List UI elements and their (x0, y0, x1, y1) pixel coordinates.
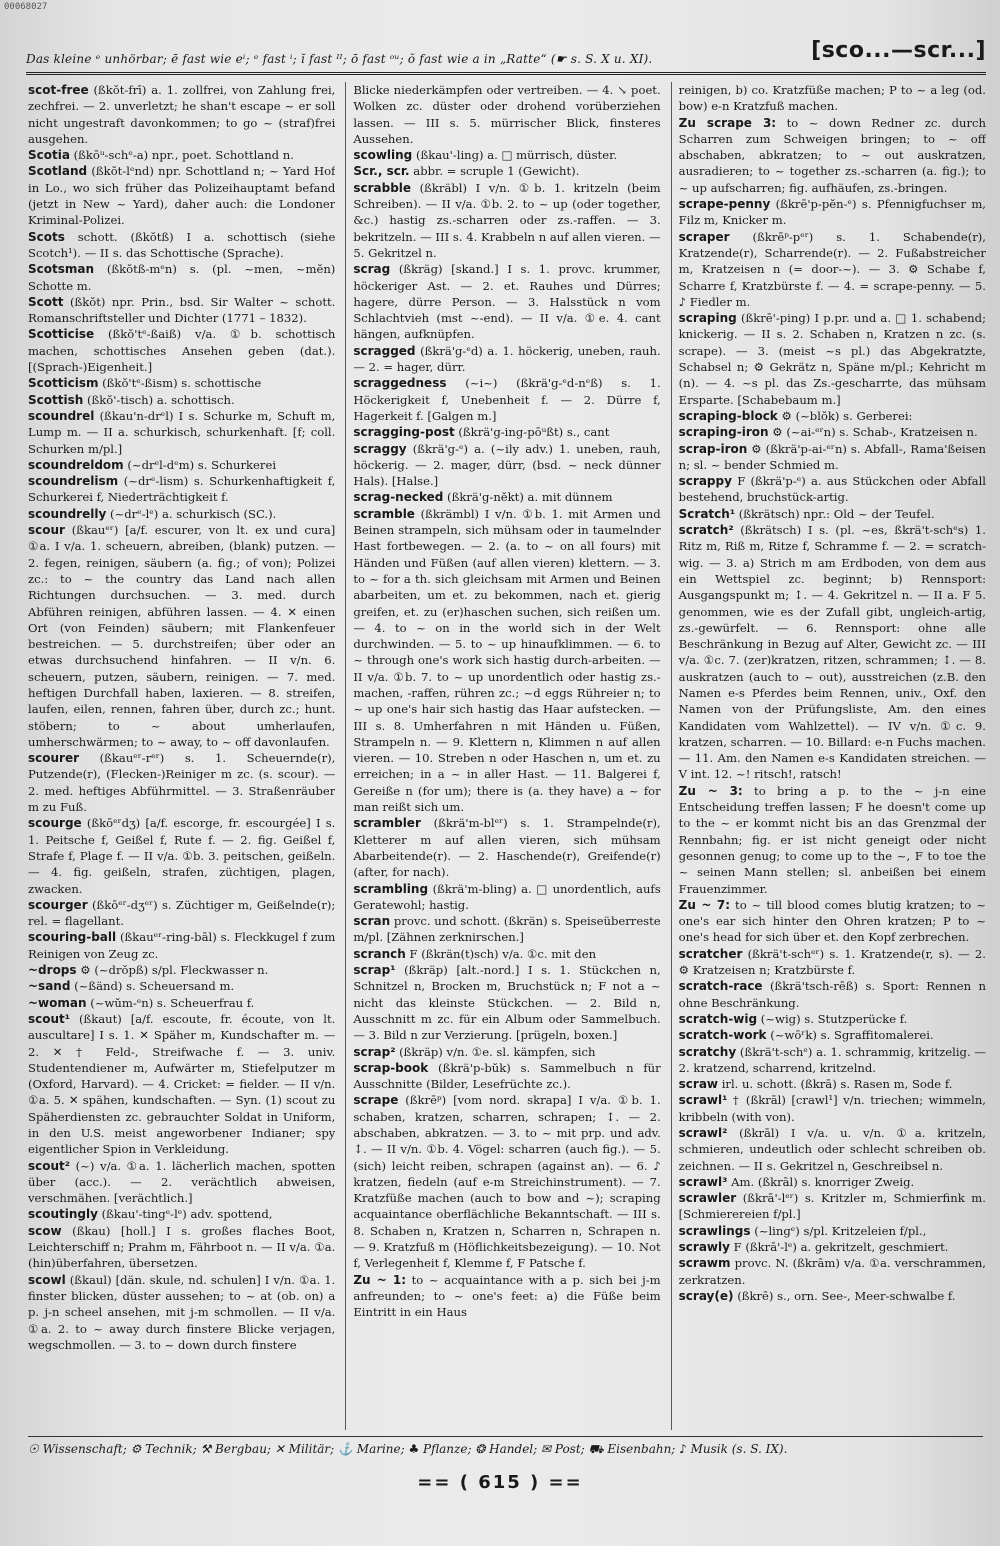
entry-definition: F (ßkrä'p-ᵉ) a. aus Stückchen oder Abfall bestehend, bruchstück-artig. (678, 474, 986, 505)
dictionary-entry (679, 1223, 986, 1239)
entry-definition: (ßkŏ'tᵉ-ßism) s. schottische (102, 376, 262, 391)
headword: scraper (678, 229, 730, 244)
headword: scrawl² (678, 1126, 728, 1140)
dictionary-entry (28, 457, 335, 473)
dictionary-entry (679, 473, 986, 506)
dictionary-entry (353, 163, 660, 179)
dictionary-entry (679, 1288, 986, 1304)
headword: Scotland (28, 164, 88, 179)
entry-definition: (ßkrätsch) npr.: Old ~ der Teufel. (738, 506, 935, 521)
entry-definition: (ßkrāl) I v/a. u. v/n. ①a. kritzeln, schmieren, undeutlich oder schlecht schreiben ob. zeichnen. — II s. Gekritzel n, Geschreibsel n. (678, 1126, 986, 1173)
dictionary-entry (353, 962, 660, 1043)
entry-definition: (ßkrä'm-bling) a. □ unordentlich, aufs Geratewohl; hastig. (353, 881, 661, 912)
entry-definition: (~drᵉl-dᵉm) s. Schurkerei (127, 457, 277, 472)
headword: scraggedness (353, 376, 447, 391)
dictionary-entry (353, 343, 660, 376)
dictionary-entry (353, 489, 660, 505)
headword: Zu ~ 1: (353, 1272, 407, 1287)
headword: scouring-ball (28, 930, 117, 945)
dictionary-entry (28, 375, 335, 391)
dictionary-entry (679, 310, 986, 408)
column-middle (345, 82, 660, 1430)
dictionary-entry (679, 408, 986, 424)
entry-definition: ⚙ (~drŏpß) s/pl. Fleckwasser n. (80, 963, 269, 978)
entry-definition: (ßkŏ'tᵉ-ßaiß) v/a. ①b. schottisch machen, schottisches Ansehen geben (dat.). [(Sprach-)Eigenheit.] (28, 327, 336, 375)
entry-definition: (ßkrēᵖ) [vom nord. skrapa] I v/a. ①b. 1. schaben, kratzen, scharren, schrapen; ↕. — 2. abschaben, abkratzen. — 3. to ~ mit prp. und adv. ↕. — II v/n. ①b. 4. Vögel: scharren (auch fig.). — 5. (sich) leicht reiben, schrapen (against an). — 6. ♪ kratzen, fiedeln (auf e-m Streichinstrument). — 7. Kratzfüße machen (auch to bow and ~); scraping acquaintance oberflächliche Bekanntschaft. — III s. 8. Schaben n, Kratzen n, Scharren n, Schrapen n. — 9. Kratzfuß m (Höflichkeitsbezeigung). — 10. Not f, Verlegenheit f, Klemme f, F Patsche f. (353, 1093, 661, 1271)
entry-definition: (ßkrēᵖ-pᵉʳ) s. 1. Schabende(r), Kratzende(r), Scharrende(r). — 2. Fußabstreicher m, Kratzeisen n (= door-~). — 3. ⚙ Schabe f, Scharre f, Kratzbürste f. — 4. = scrape-penny. — 5. ♪ Fiedler m. (678, 229, 986, 309)
headword: scout¹ (28, 1011, 71, 1026)
entry-definition: to ~ acquaintance with a p. sich bei j-m anfreunden; to ~ one's feet: a) die Füße beim Eintritt in ein Haus (353, 1272, 661, 1320)
entry-definition: (ßkaul) [dän. skule, nd. schulen] I v/n. ①a. 1. finster blicken, düster aussehen; to ~ at (ob. on) a p. j-n scheel ansehen, mit j-m schmollen. — II v/a. ①a. 2. to ~ away durch finstere Blicke verjagen, wegschmollen. — 3. to ~ down durch finstere (28, 1272, 336, 1352)
dictionary-entry (28, 473, 335, 506)
dictionary-entry (353, 815, 660, 880)
dictionary-entry (353, 1060, 660, 1093)
dictionary-entry (679, 522, 986, 783)
dictionary-entry (679, 946, 986, 979)
entry-definition: to ~ till blood comes blutig kratzen; to ~ one's ear sich hinter den Ohren kratzen; P to ~ one's head for sich über et. den Kopf zerbrechen. (678, 897, 986, 945)
headword: scran (353, 914, 391, 929)
dictionary-entry (28, 326, 335, 375)
entry-definition: ⚙ (~blŏk) s. Gerberei: (781, 408, 913, 423)
dictionary-entry (679, 1092, 986, 1125)
dictionary-entry (28, 897, 335, 930)
entry-definition: (ßkauᵉʳ-ring-bāl) s. Fleckkugel f zum Reinigen von Zeug zc. (28, 930, 336, 961)
headword: scoundrel (28, 408, 95, 423)
dictionary-entry (679, 897, 986, 946)
dictionary-entry (28, 392, 335, 408)
headword: scratchy (678, 1044, 737, 1059)
entry-definition: (ßkŏtß-mᵉn) s. (pl. ~men, ~mĕn) Schotte m. (28, 262, 336, 293)
headword: scratch-wig (678, 1011, 758, 1026)
headword: Scotticism (28, 376, 99, 391)
entry-definition: (ßkau'n-drᵉl) I s. Schurke m, Schuft m, Lump m. — II a. schurkisch, schurkenhaft. [f; coll. Schurken m/pl.] (28, 408, 336, 456)
dictionary-entry (679, 82, 986, 115)
column-left (28, 82, 335, 1430)
headword: scourge (28, 816, 82, 831)
headword: scoundrelism (28, 474, 119, 489)
headword: scratch-work (678, 1028, 767, 1043)
entry-definition: provc. N. (ßkrām) v/a. ①a. verschrammen, zerkratzen. (678, 1256, 986, 1287)
entry-definition: (ßkaut) [a/f. escoute, fr. écoute, von lt. auscultare] I s. 1. ✕ Späher m, Kundschafter m. — 2. ✕ † Feld-, Streifwache f. — 3. univ. Studentendiener m, Aufwärter m, Stiefelputzer m (Oxford, Harvard). — 4. Cricket: = fielder. — II v/n. ①a. 5. ✕ spähen, kundschaften. — Syn. (1) scout zu Späherdiensten zc. gebrauchter Soldat in Uniform, in den U.S. meist angeworbener Indianer; spy eigentlicher Spion in Verkleidung. (28, 1011, 336, 1157)
headword: Scots (28, 229, 65, 244)
dictionary-entry (28, 522, 335, 750)
headword: scrawler (678, 1191, 737, 1206)
entry-definition: (ßkau'-ling) a. □ mürrisch, düster. (415, 148, 618, 163)
dictionary-entry (679, 441, 986, 474)
dictionary-entry (679, 196, 986, 229)
entry-definition: (ßkŏt-lᵉnd) npr. Schottland n; ~ Yard Hof in Lo., wo sich früher das Polizeihauptamt befand (jetzt in New ~ Yard), daher auch: die Londoner Kriminal-Polizei. (28, 164, 336, 228)
entry-definition: (ßkrā'-lᵉʳ) s. Kritzler m, Schmierfink m. [Schmierereien f/pl.] (678, 1191, 986, 1222)
entry-definition: schott. (ßkŏtß) I a. schottisch (siehe Scotch¹). — II s. das Schottische (Sprache). (28, 229, 336, 260)
entry-definition: (ßkrä'p-bŭk) s. Sammelbuch n für Ausschnitte (Bilder, Lesefrüchte zc.). (353, 1060, 661, 1092)
entry-definition: irl. u. schott. (ßkrā) s. Rasen m, Sode f. (721, 1077, 953, 1092)
entry-definition: (ßkräg) [skand.] I s. 1. provc. krummer, höckeriger Ast. — 2. et. Rauhes und Dürres; hagere, dürre Person. — 3. Halsstück n vom Schlachtvieh (mst ~-end). — II v/a. ①e. 4. cant hängen, aufknüpfen. (353, 262, 661, 342)
dictionary-entry (679, 1190, 986, 1223)
dictionary-entry (353, 180, 660, 261)
headword: Scottish (28, 392, 84, 407)
entry-definition: (ßkrē'p-pĕn-ᵉ) s. Pfennigfuchser m, Filz m, Knicker m. (678, 197, 986, 228)
entry-definition: (~wōʳk) s. Sgraffitomalerei. (770, 1028, 934, 1043)
dictionary-entry (28, 147, 335, 163)
entry-definition: (~wŭm-ᵉn) s. Scheuerfrau f. (90, 995, 255, 1010)
dictionary-entry (679, 506, 986, 522)
headword: ~drops (28, 963, 77, 978)
dictionary-entry (28, 229, 335, 262)
headword: Zu ~ 3: (678, 783, 743, 798)
headword: scragging-post (353, 425, 455, 440)
entry-definition: (ßkōᵉʳdʒ) [a/f. escorge, fr. escourgée] I s. 1. Peitsche f, Geißel f, Rute f. — 2. fig. Geißel f, Strafe f, Plage f. — II v/a. ①b. 3. peitschen, geißeln. — 4. fig. geißeln, strafen, züchtigen, plagen, zwacken. (28, 816, 336, 896)
headword: scrambling (353, 881, 429, 896)
entry-definition: to ~ down Redner zc. durch Scharren zum Schweigen bringen; to ~ off abschaben, abkratzen; to ~ out auskratzen, ausradieren; to ~ together zs.-scharren (a. fig.); to ~ up aufscharren; fig. aufhäufen, zs.-bringen. (678, 115, 986, 195)
page-header (26, 38, 986, 75)
dictionary-entry (28, 815, 335, 896)
headword: scrap-book (353, 1060, 429, 1075)
entry-definition: (~drᵉ-lism) s. Schurkenhaftigkeit f, Schurkerei f, Niederträchtigkeit f. (28, 474, 336, 505)
entry-definition: Blicke niederkämpfen oder vertreiben. — 4. ↘ poet. Wolken zc. düster oder drohend vorüberziehen lassen. — III s. 5. mürrischer Blick, finsteres Aussehen. (353, 83, 661, 146)
headword: Scotsman (28, 262, 95, 277)
dictionary-entry (679, 1011, 986, 1027)
headword: scrap¹ (353, 963, 396, 978)
dictionary-entry (353, 441, 660, 490)
headword: scoutingly (28, 1207, 98, 1222)
entry-definition: (~i~) (ßkrä'g-ᵉd-nᵉß) s. 1. Höckerigkeit f, Unebenheit f. — 2. Dürre f, Hagerkeit f. [Galgen m.] (353, 376, 661, 423)
headword: scrappy (678, 474, 732, 489)
entry-definition: (~drᵉ-lᵉ) a. schurkisch (SC.). (109, 506, 277, 521)
entry-definition: (ßkrämbl) I v/n. ①b. 1. mit Armen und Beinen strampeln, sich mühsam oder in taumelnder Hast fortbewegen. — 2. (a. to ~ on all fours) mit Händen und Füßen (auf allen vieren) klettern. — 3. to ~ for a th. sich gleichsam mit Armen und Beinen abarbeiten, um et. zu bekommen, nach et. gierig greifen, et. zu (er)haschen suchen, sich reißen um. — 4. to ~ on in the world sich in der Welt durchwinden. — 5. to ~ up hinaufklimmen. — 6. to ~ through one's work sich hastig durch-arbeiten. — II v/a. ①b. 7. to ~ up unordentlich oder hastig zs.-machen, -raffen, rühren zc.; ~d eggs Rühreier n; to ~ up one's hair sich hastig das Haar aufstecken. — III s. 8. Umherfahren n mit Händen u. Füßen, Strampeln n. — 9. Klettern n, Klimmen n auf allen vieren. — 10. Streben n oder Haschen n, um et. zu erreichen; in a ~ in aller Hast. — 11. Balgerei f, Gereiße n (for um); there is (a. they have) a ~ for man reißt sich um. (353, 506, 661, 815)
headword: Scotia (28, 148, 70, 163)
entry-definition: (ßkrē) s., orn. See-, Meer-schwalbe f. (737, 1288, 956, 1303)
dictionary-entry (28, 978, 335, 994)
headword: Zu ~ 7: (678, 897, 731, 912)
dictionary-entry (28, 1158, 335, 1207)
headword: scray(e) (678, 1288, 734, 1303)
headword: scourger (28, 897, 88, 912)
dictionary-entry (679, 978, 986, 1011)
guide-words: [sco...—scr...] (811, 38, 986, 63)
entry-definition: (~lingᵉ) s/pl. Kritzeleien f/pl., (754, 1223, 927, 1238)
dictionary-entry (679, 1076, 986, 1092)
headword: scratch² (678, 523, 734, 538)
headword: scrawly (678, 1240, 730, 1255)
dictionary-entry (679, 1239, 986, 1255)
entry-definition: (ßkrä't-schᵉʳ) s. 1. Kratzende(r, s). — 2. ⚙ Kratzeisen n; Kratzbürste f. (678, 946, 986, 978)
headword: scrap-iron (678, 441, 748, 456)
headword: scrabble (353, 180, 412, 195)
dictionary-entry (28, 962, 335, 978)
entry-definition: Am. (ßkrāl) s. knorriger Zweig. (731, 1174, 915, 1189)
headword: scratcher (678, 946, 743, 961)
dictionary-entry (353, 1092, 660, 1271)
page-number: == ( 615 ) == (417, 1472, 583, 1493)
dictionary-entry (28, 82, 335, 147)
headword: scraggy (353, 441, 407, 456)
headword: Scr., scr. (353, 164, 410, 179)
dictionary-entry (28, 261, 335, 294)
dictionary-entry (679, 1174, 986, 1190)
dictionary-entry (679, 783, 986, 897)
entry-definition: (ßkrē'-ping) I p.pr. und a. □ 1. schabend; knickerig. — II s. 2. Schaben n, Kratzen n zc. (s. scrape). — 3. (meist ~s pl.) das Abgekratzte, Schabsel n; ⚙ Gekrätz n, Späne m/pl.; Kehricht m (n). — 4. ~s pl. das Zs.-gescharrte, das mühsam Ersparte. [Schabebaum m.] (678, 311, 986, 407)
entry-definition: provc. und schott. (ßkrän) s. Speiseüberreste m/pl. [Zähnen zerknirschen.] (353, 914, 661, 945)
entry-definition: reinigen, b) co. Kratzfüße machen; P to ~ a leg (od. bow) e-n Kratzfuß machen. (678, 83, 986, 114)
entry-definition: (ßkŏt) npr. Prin., bsd. Sir Walter ~ schott. Romanschriftsteller und Dichter (1771 – 1832). (28, 294, 336, 326)
headword: scot-free (28, 83, 89, 97)
entry-definition: (ßkauᵉʳ) [a/f. escurer, von lt. ex und cura] ①a. I v/a. 1. scheuern, abreiben, (blank) putzen. — 2. fegen, reinigen, säubern (a. fig.; of von); Polizei zc.: to ~ the country das Land nach allen Richtungen durchsuchen. — 3. med. durch Abführen reinigen, abführen lassen. — 4. ✕ einen Ort (von Feinden) säubern; mit Flankenfeuer bestreichen. — 5. durchstreifen; über oder an etwas durchsuchend hinfahren. — II v/n. 6. scheuern, putzen, säubern, reinigen. — 7. med. heftigen Durchfall haben, laxieren. — 8. streifen, laufen, eilen, rennen, fahren über, durch zc.; hunt. stöbern; to ~ about umherlaufen, umherschwärmen; to ~ away, to ~ off davonlaufen. (28, 523, 336, 749)
pronunciation-key: Das kleine ᵉ unhörbar; ē fast wie eⁱ; ᵉ fast ⁱ; ĭ fast ᴵᴵ; ō fast ᵒᵘ; ŏ fast wie a in „Ratte“ (☛ s. S. X u. XI). (26, 52, 653, 66)
dictionary-entry (679, 229, 986, 310)
entry-definition: † (ßkrāl) [crawl¹] v/n. triechen; wimmeln, kribbeln (with von). (678, 1093, 986, 1124)
dictionary-entry (28, 1206, 335, 1222)
entry-definition: abbr. = scruple 1 (Gewicht). (413, 164, 580, 179)
headword: Zu scrape 3: (678, 115, 777, 130)
dictionary-entry (679, 1027, 986, 1043)
entry-definition: (ßkau'-tingᵉ-lᵉ) adv. spottend, (101, 1207, 273, 1222)
dictionary-entry (679, 1044, 986, 1077)
headword: scow (28, 1223, 62, 1238)
entry-definition: (ßkŏ'-tisch) a. schottisch. (86, 392, 235, 407)
headword: scoundreldom (28, 457, 124, 472)
dictionary-entry (353, 1272, 660, 1321)
entry-definition: (ßkau) [holl.] I s. großes flaches Boot, Leichterschiff n; Prahm m, Fährboot n. — II v/a. ①a. (hin)überfahren, übersetzen. (28, 1223, 336, 1271)
headword: scrap² (353, 1044, 396, 1059)
headword: ~woman (28, 995, 87, 1010)
entry-definition: (ßkrä't-schᵉ) a. 1. schrammig, kritzelig. — 2. kratzend, scharrend, kritzelnd. (678, 1044, 986, 1075)
dictionary-entry (28, 929, 335, 962)
dictionary-entry (28, 995, 335, 1011)
dictionary-entry (28, 1223, 335, 1272)
headword: Scott (28, 294, 64, 309)
entry-definition: (ßkōᵉʳ-dʒᵉʳ) s. Züchtiger m, Geißelnde(r); rel. = flagellant. (28, 897, 336, 929)
headword: scowling (353, 148, 413, 163)
headword: scraping-iron (678, 425, 769, 440)
headword: scrawl¹ (678, 1093, 728, 1108)
entry-definition: (ßkŏt-frī) a. 1. zollfrei, von Zahlung frei, zechfrei. — 2. unverletzt; he shan't escape ~ er soll nicht ungestraft davonkommen; to go ~ (straf)frei ausgehen. (28, 83, 336, 146)
dictionary-entry (679, 115, 986, 196)
headword: scraping-block (678, 408, 778, 423)
entry-definition: (~ßänd) s. Scheuersand m. (74, 979, 235, 994)
dictionary-entry (353, 881, 660, 914)
dictionary-columns (28, 82, 986, 1430)
headword: scrawm (678, 1256, 731, 1271)
entry-definition: F (ßkrā'-lᵉ) a. gekritzelt, geschmiert. (733, 1240, 949, 1255)
entry-definition: to bring a p. to the ~ j-n eine Entscheidung treffen lassen; F he doesn't come up to the ~ er kommt nicht bis an das Grenzmal der Rennbahn; fig. er ist nicht geneigt oder nicht gesonnen genug; to come up to the ~, F to toe the ~ seinen Mann stellen; sl. anbeißen bei einem Frauenzimmer. (678, 783, 986, 896)
dictionary-entry (28, 1011, 335, 1158)
entry-definition: (ßkräp) [alt.-nord.] I s. 1. Stückchen n, Schnitzel n, Brocken m, Bruchstück n; F not a ~ nicht das kleinste Stückchen. — 2. Bild n, Ausschnitt m zc. für ein Album oder Sammelbuch. — 3. Bild n zur Verzierung. [prügeln, boxen.] (353, 963, 661, 1043)
entry-definition: F (ßkrän(t)sch) v/a. ①c. mit den (409, 946, 597, 961)
entry-definition: ⚙ (ßkrä'p-ai-ᵉʳn) s. Abfall-, Rama'ßeisen n; sl. ~ bender Schmied m. (678, 441, 986, 472)
headword: Scratch¹ (678, 506, 736, 521)
dictionary-entry (353, 424, 660, 440)
headword: ~sand (28, 979, 71, 994)
headword: scoundrelly (28, 506, 107, 521)
headword: scowl (28, 1272, 66, 1287)
dictionary-entry (353, 506, 660, 816)
dictionary-entry (679, 424, 986, 440)
headword: scraping (678, 311, 737, 326)
entry-definition: (~) v/a. ①a. 1. lächerlich machen, spotten über (acc.). — 2. verächtlich abweisen, verschmähen. [verächtlich.] (28, 1158, 336, 1206)
dictionary-entry (353, 946, 660, 962)
headword: scourer (28, 751, 80, 766)
headword: scrape-penny (678, 197, 771, 212)
dictionary-entry (353, 913, 660, 946)
dictionary-entry (353, 375, 660, 424)
headword: scrawl³ (678, 1174, 728, 1189)
column-right (671, 82, 986, 1430)
dictionary-entry (353, 261, 660, 342)
headword: scour (28, 523, 65, 538)
entry-definition: (ßkrä'm-blᵉʳ) s. 1. Strampelnde(r), Kletterer m auf allen vieren, sich mühsam Abarbeitende(r). — 2. Haschende(r), Greifende(r) (after, for nach). (353, 816, 661, 880)
symbol-legend: ☉ Wissenschaft; ⚙ Technik; ⚒ Bergbau; ✕ Militär; ⚓ Marine; ♣ Pflanze; ❂ Handel; ✉ Post; ⛟ Eisenbahn; ♪ Musik (s. S. IX). (28, 1436, 983, 1458)
headword: scraw (678, 1077, 719, 1092)
headword: scrape (353, 1093, 399, 1108)
headword: scrag-necked (353, 490, 444, 505)
entry-definition: (ßkrä'g-ᵉ) a. (~ily adv.) 1. uneben, rauh, höckerig. — 2. mager, dürr, (bsd. ~ neck dünner Hals). [Halse.] (353, 441, 661, 489)
headword: scranch (353, 946, 406, 961)
dictionary-entry (28, 506, 335, 522)
entry-definition: (ßkrätsch) I s. (pl. ~es, ßkrä't-schᵉs) 1. Ritz m, Riß m, Ritze f, Schramme f. — 2. = scratch-wig. — 3. a) Strich m am Erdboden, von dem aus ein Wettspiel zc. beginnt; b) Rennsport: Ausgangspunkt m; ↕. — 4. Gekritzel n. — II a. F 5. genommen, wie es der Zufall gibt, ungleich-artig, zs.-gewürfelt. — 6. Rennsport: ohne alle Beschränkung in Bezug auf Alter, Gewicht zc. — III v/a. ①c. 7. (zer)kratzen, ritzen, schrammen; ↕. — 8. auskratzen (auch to ~ out), ausstreichen (z.B. den Namen e-s Pferdes beim Rennen, univ., Oxf. den Namen von der Prüfungsliste, Am. den eines Kandidaten vom Wahlzettel). — IV v/n. ①c. 9. kratzen, scharren. — 10. Billard: e-n Fuchs machen. — 11. Am. den Namen e-s Kandidaten streichen. — V int. 12. ~! ritsch!, ratsch! (678, 523, 986, 782)
entry-definition: (ßkräp) v/n. ①e. sl. kämpfen, sich (399, 1044, 596, 1059)
dictionary-entry (353, 147, 660, 163)
dictionary-entry (28, 408, 335, 457)
dictionary-entry (353, 1044, 660, 1060)
entry-definition: (ßkauᵉʳ-rᵉʳ) s. 1. Scheuernde(r), Putzende(r), (Flecken-)Reiniger m zc. (s. scour). — 2. med. heftiges Abführmittel. — 3. Straßenräuber m zu Fuß. (28, 751, 336, 815)
headword: scrag (353, 262, 391, 277)
headword: scragged (353, 343, 416, 358)
entry-definition: (ßkōᵘ-schᵉ-a) npr., poet. Schottland n. (73, 148, 294, 163)
dictionary-entry (28, 750, 335, 815)
headword: scramble (353, 506, 415, 521)
headword: Scotticise (28, 327, 95, 342)
entry-definition: (ßkrä'g-ᵉd) a. 1. höckerig, uneben, rauh. — 2. = hager, dürr. (353, 343, 661, 375)
scan-id: 00068027 (4, 2, 48, 12)
headword: scrawlings (678, 1223, 751, 1238)
dictionary-entry (353, 82, 660, 147)
entry-definition: (ßkräbl) I v/n. ①b. 1. kritzeln (beim Schreiben). — II v/a. ①b. 2. to ~ up (oder together, &c.) hastig zs.-scharren oder zs.-raffen. — 3. bekritzeln. — III s. 4. Krabbeln n auf allen vieren. — 5. Gekritzel n. (353, 180, 661, 260)
dictionary-entry (28, 163, 335, 228)
dictionary-entry (679, 1125, 986, 1174)
entry-definition: (ßkrä'g-ing-pōᵘßt) s., cant (458, 425, 610, 440)
dictionary-entry (28, 1272, 335, 1353)
dictionary-entry (28, 294, 335, 327)
entry-definition: (ßkrä'tsch-rēß) s. Sport: Rennen n ohne Beschränkung. (678, 979, 986, 1010)
entry-definition: ⚙ (~ai-ᵉʳn) s. Schab-, Kratzeisen n. (772, 425, 978, 440)
headword: scrambler (353, 816, 421, 831)
headword: scratch-race (678, 979, 763, 994)
dictionary-entry (679, 1255, 986, 1288)
headword: scout² (28, 1158, 71, 1173)
entry-definition: (~wig) s. Stutzperücke f. (760, 1011, 908, 1026)
entry-definition: (ßkrä'g-nĕkt) a. mit dünnem (447, 490, 613, 505)
